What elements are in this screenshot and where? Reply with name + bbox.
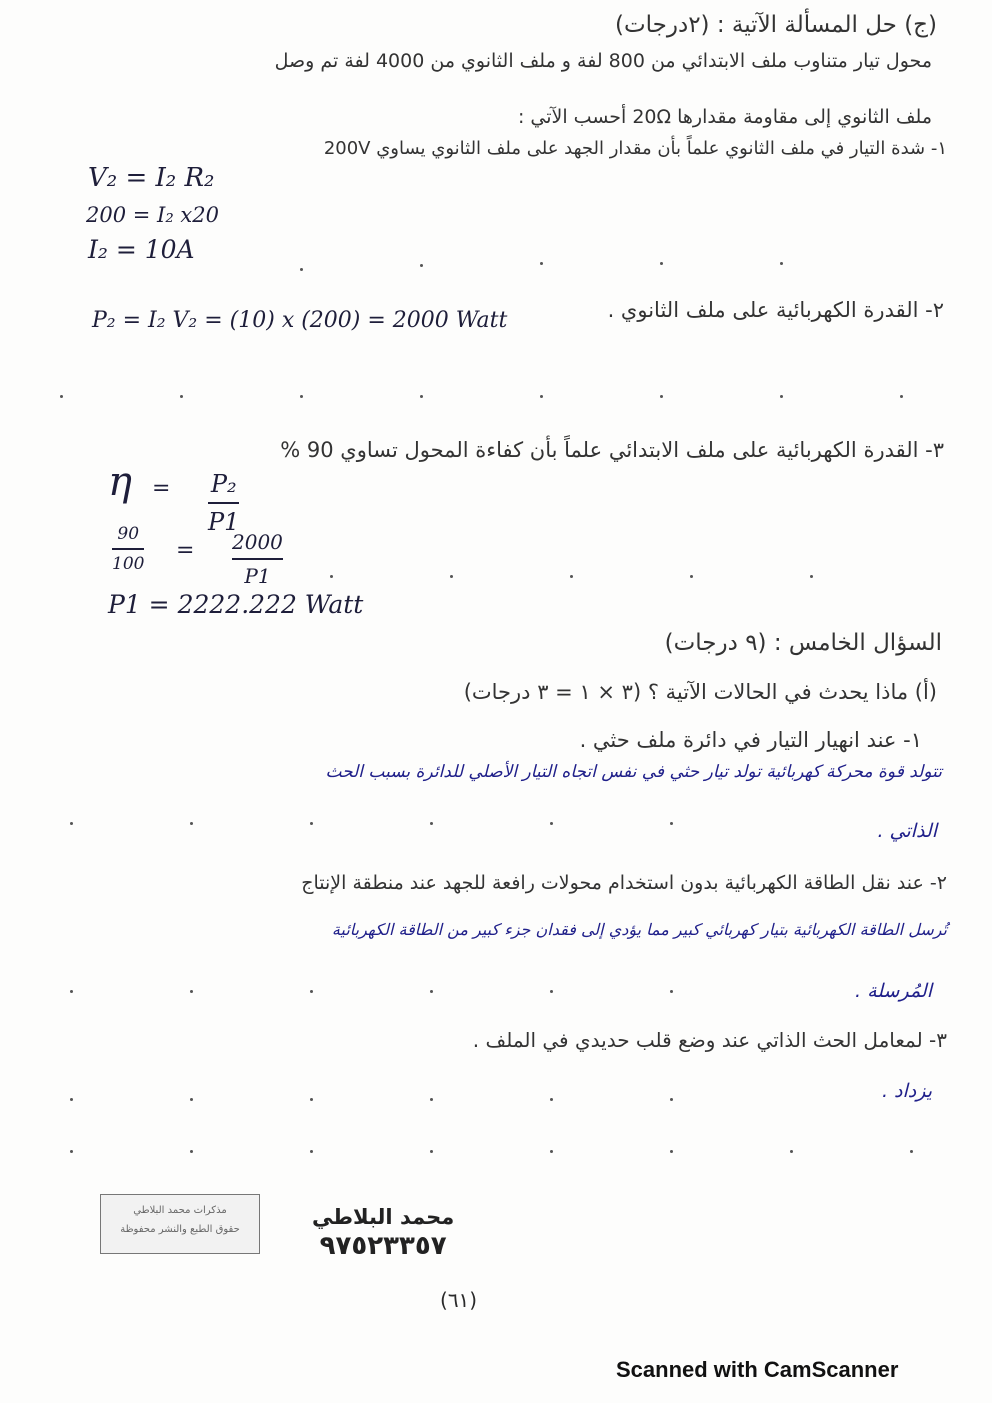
equals-sign-2: = [176, 538, 195, 563]
fraction-bar [232, 558, 283, 560]
item-3-answer: يزداد . [881, 1080, 932, 1102]
item-2-question: ٢- عند نقل الطاقة الكهربائية بدون استخدام محولات رافعة للجهد عند منطقة الإنتاج [301, 872, 947, 894]
fraction-bar [208, 502, 239, 504]
fraction-p2-over-p1 [208, 470, 239, 536]
q3-result: P1 = 2222.222 Watt [108, 590, 364, 619]
fraction-denominator: 100 [112, 554, 145, 574]
author-signature [312, 1205, 454, 1261]
stamp-line-1: مذكرات محمد البلاطي [133, 1205, 227, 1216]
q2-equation: P₂ = I₂ V₂ = (10) x (200) = 2000 Watt [92, 308, 508, 333]
fraction-numerator: P₂ [210, 470, 237, 498]
equals-sign-1: = [152, 476, 171, 501]
fraction-numerator: 90 [117, 524, 140, 544]
q1-text: ١- شدة التيار في ملف الثانوي علماً بأن مقدار الجهد على ملف الثانوي يساوي 200V [323, 138, 947, 159]
author-phone: ٩٧٥٢٣٣٥٧ [319, 1231, 447, 1261]
question-5-title: السؤال الخامس : (٩ درجات) [664, 630, 942, 656]
question-5-part-a: (أ) ماذا يحدث في الحالات الآتية ؟ (٣ × ١ = ٣ درجات) [463, 680, 937, 704]
copyright-stamp [100, 1194, 260, 1254]
page-number: (٦١) [440, 1288, 478, 1312]
fraction-2000-over-p1 [232, 530, 283, 588]
problem-statement-line-2: ملف الثانوي إلى مقاومة مقدارها 20Ω أحسب الآتي : [517, 106, 932, 128]
fraction-bar [112, 548, 144, 550]
author-name: محمد البلاطي [312, 1205, 455, 1229]
problem-statement-line-1: محول تيار متناوب ملف الابتدائي من 800 لفة و ملف الثانوي من 4000 لفة تم وصل [274, 50, 932, 72]
fraction-denominator: P1 [208, 508, 240, 536]
item-3-question: ٣- لمعامل الحث الذاتي عند وضع قلب حديدي في الملف . [472, 1028, 947, 1052]
item-2-answer-line-1: تُرسل الطاقة الكهربائية بتيار كهربائي كبير مما يؤدي إلى فقدان جزء كبير من الطاقة الكهربائية [331, 920, 947, 939]
q1-equation-2: 200 = I₂ x20 [86, 203, 219, 227]
part-title: (ج) حل المسألة الآتية : (٢درجات) [614, 12, 937, 38]
efficiency-symbol: η [108, 459, 132, 505]
q3-text: ٣- القدرة الكهربائية على ملف الابتدائي علماً بأن كفاءة المحول تساوي 90 % [280, 438, 944, 462]
item-1-answer-line-2: الذاتي . [877, 820, 937, 842]
item-2-answer-line-2: المُرسلة . [854, 980, 932, 1002]
item-1-answer-line-1: تتولد قوة محركة كهربائية تولد تيار حثي في نفس اتجاه التيار الأصلي للدائرة بسبب الحث [325, 762, 942, 782]
scanner-watermark: Scanned with CamScanner [616, 1357, 899, 1382]
item-1-question: ١- عند انهيار التيار في دائرة ملف حثي . [579, 728, 922, 752]
stamp-line-2: حقوق الطبع والنشر محفوظة [120, 1224, 240, 1235]
fraction-90-over-100 [112, 524, 144, 574]
q2-text: ٢- القدرة الكهربائية على ملف الثانوي . [607, 298, 944, 322]
fraction-numerator: 2000 [232, 530, 283, 554]
fraction-denominator: P1 [244, 564, 271, 588]
q1-equation-1: V₂ = I₂ R₂ [88, 163, 215, 193]
q1-equation-3: I₂ = 10A [88, 235, 195, 264]
